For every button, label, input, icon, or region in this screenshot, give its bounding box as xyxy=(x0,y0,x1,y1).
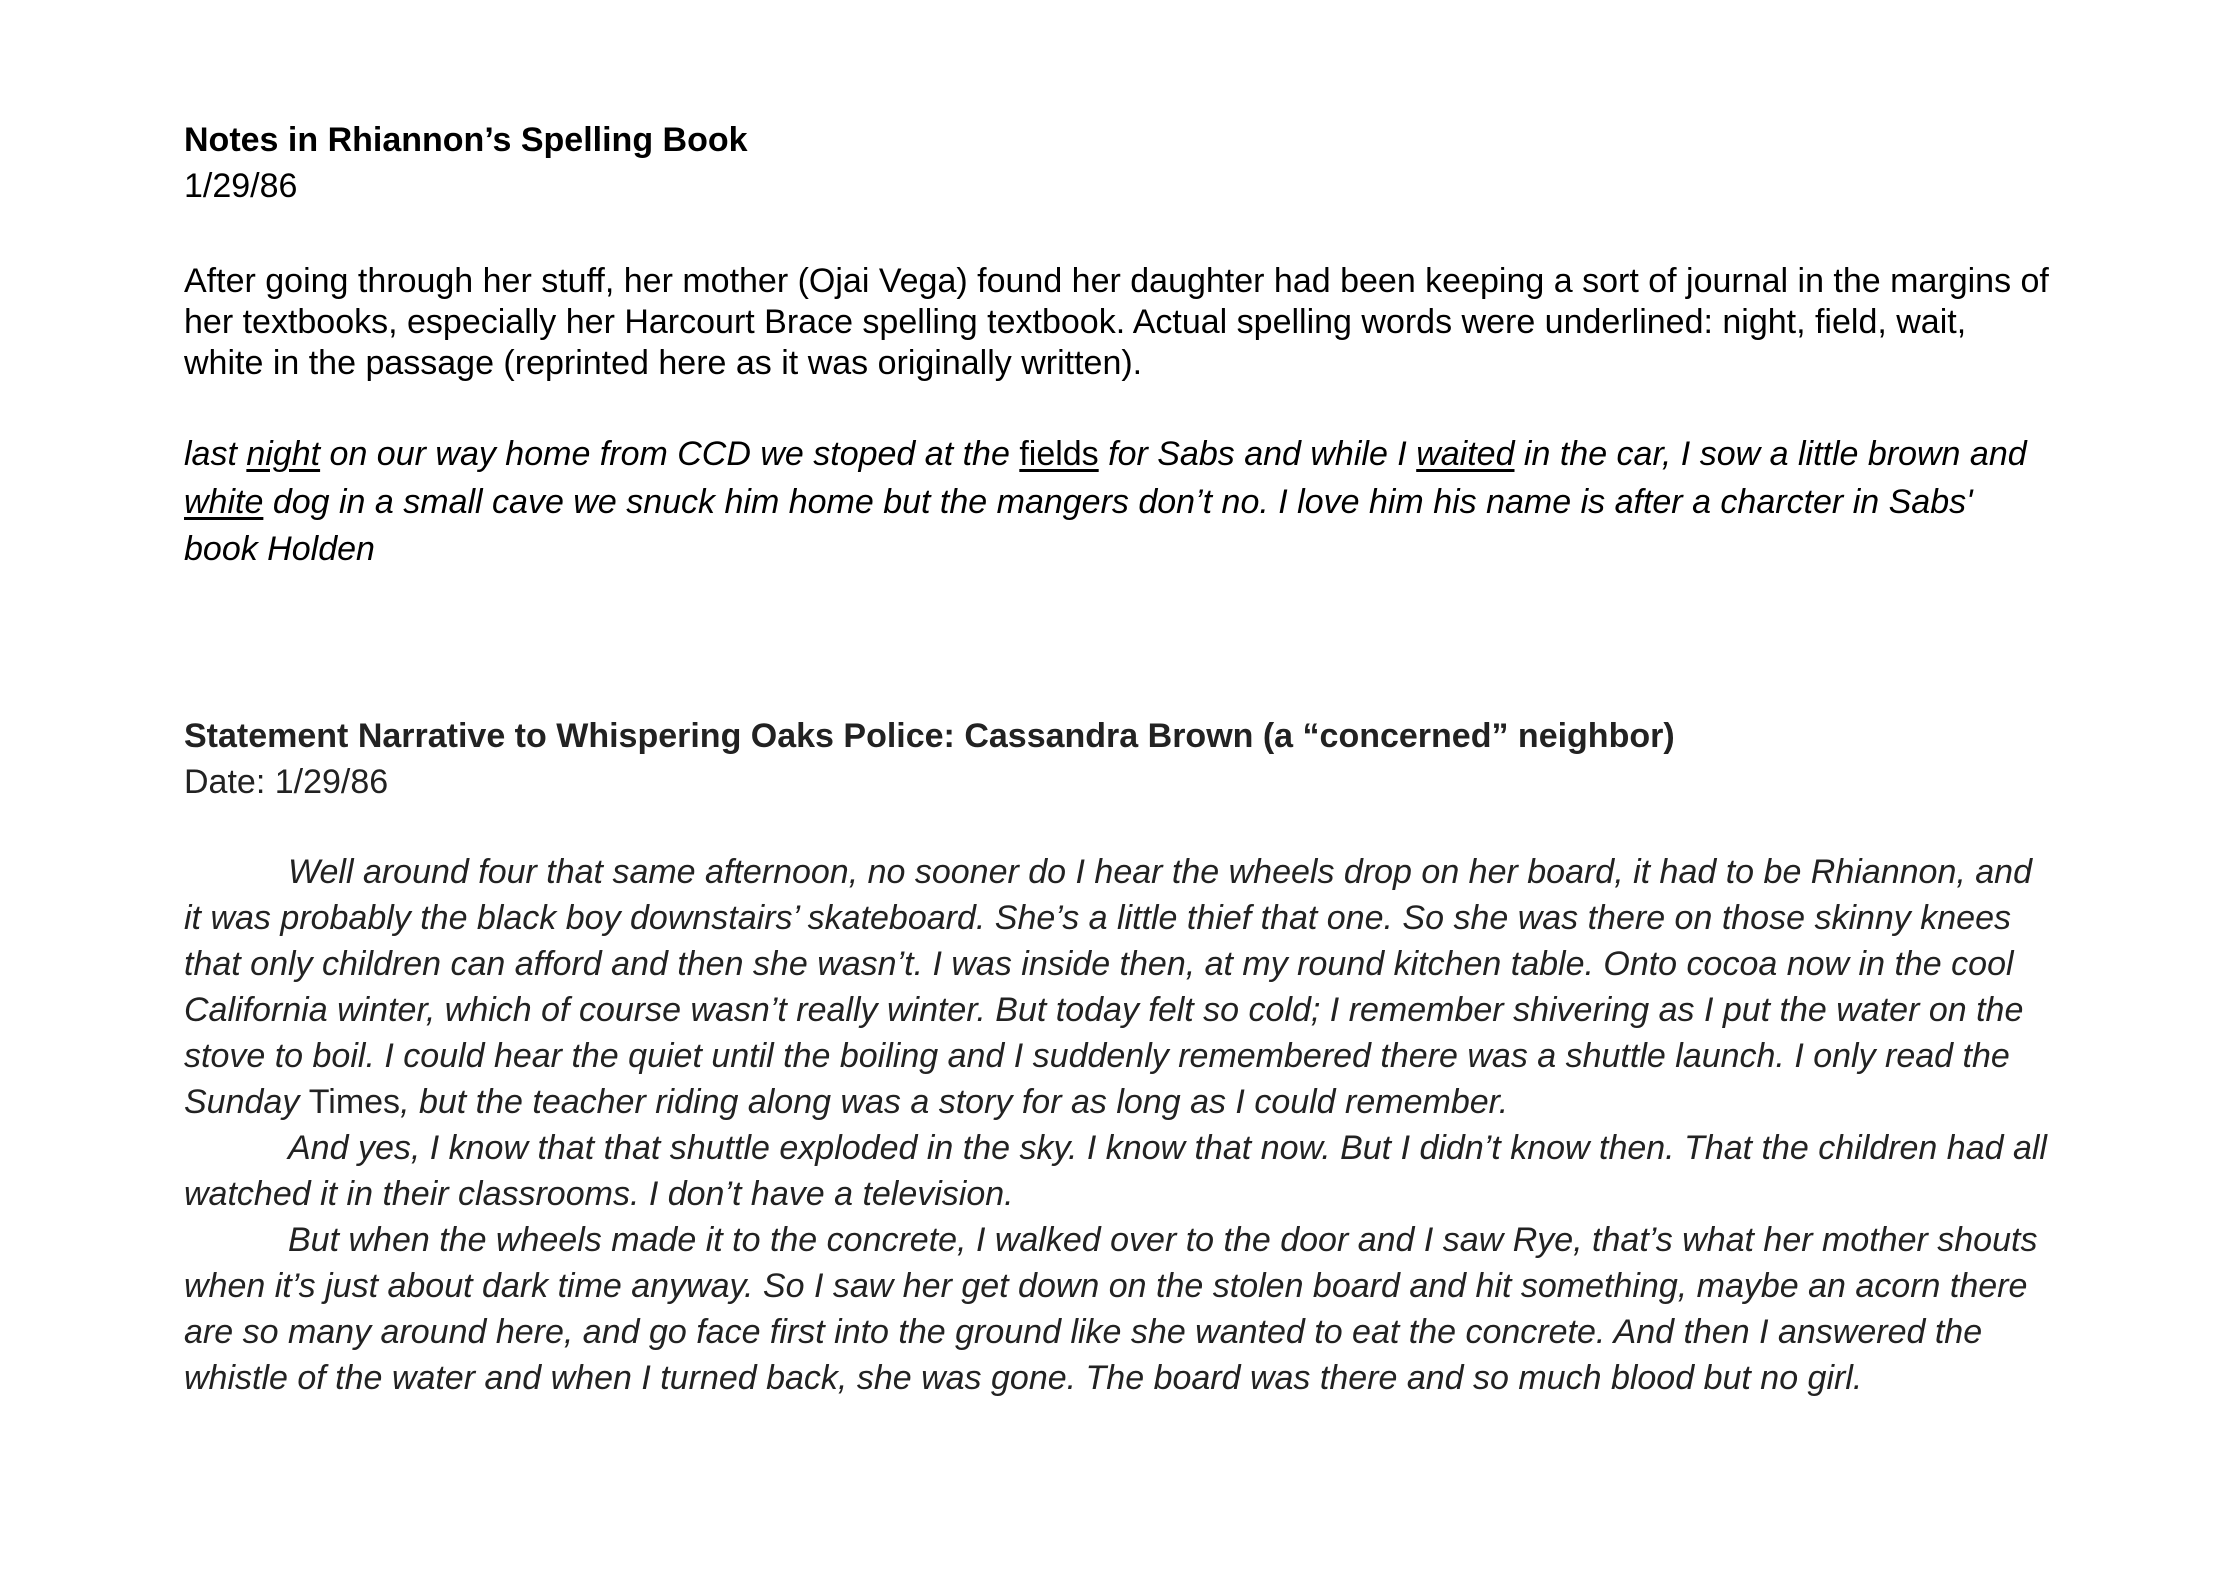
spelling-notes-date: 1/29/86 xyxy=(184,167,298,205)
journal-text: on our way home from CCD we stoped at the xyxy=(320,435,1020,473)
statement-text: , but the teacher riding along was a story for as long as I could remember. xyxy=(400,1083,1509,1121)
journal-text: for Sabs and while I xyxy=(1098,435,1417,473)
journal-text: dog in a small cave we snuck him home but the mangers don’t no. I love him his name is after a charcter in Sabs' book Holden xyxy=(184,482,1973,568)
journal-text: last xyxy=(184,435,247,473)
journal-passage xyxy=(184,431,2054,574)
statement-paragraph-2: And yes, I know that that shuttle exploded in the sky. I know that now. But I didn’t know then. That the children had all watched it in their classrooms. I don’t have a television. xyxy=(184,1129,2047,1213)
statement-narrative xyxy=(184,849,2054,1401)
statement-paragraph-3: But when the wheels made it to the concrete, I walked over to the door and I saw Rye, that’s what her mother shouts when it’s just about dark time anyway. So I saw her get down on the stolen board and hit something, maybe an acorn there are so many around here, and go face first into the ground like she wanted to eat the concrete. And then I answered the whistle of the water and when I turned back, she was gone. The board was there and so much blood but no girl. xyxy=(184,1221,2038,1397)
newspaper-title: Times xyxy=(308,1083,401,1121)
spelling-word-white: white xyxy=(184,482,264,521)
spelling-notes-title: Notes in Rhiannon’s Spelling Book xyxy=(184,121,748,159)
spelling-word-fields: fields xyxy=(1019,435,1099,473)
journal-text: in the car, I sow a little brown and xyxy=(1514,435,2027,473)
spelling-notes-intro: After going through her stuff, her mother (Ojai Vega) found her daughter had been keeping a sort of journal in the margins of her textbooks, especially her Harcourt Brace spelling textbook. Actual spelling words were underlined: night, field, wait, white in the passage (reprinted here as it was originally written). xyxy=(184,262,2049,382)
statement-text: Well around four that same afternoon, no sooner do I hear the wheels drop on her board, it had to be Rhiannon, and it was probably the black boy downstairs’ skateboard. She’s a little thief that one. So she was there on those skinny knees that only children can afford and then she wasn’t. I was inside then, at my round kitchen table. Onto cocoa now in the cool California winter, which of course wasn’t really winter. But today felt so cold; I remember shivering as I put the water on the stove to boil. I could hear the quiet until the boiling and I suddenly remembered there was a shuttle launch. I only read the Sunday xyxy=(184,853,2032,1121)
document-page xyxy=(184,0,2054,1574)
statement-title: Statement Narrative to Whispering Oaks Police: Cassandra Brown (a “concerned” neighbor) xyxy=(184,717,1675,755)
spelling-word-night: night xyxy=(246,435,321,473)
statement-date: Date: 1/29/86 xyxy=(184,763,389,801)
spelling-word-waited: waited xyxy=(1416,435,1515,473)
statement-paragraph-1 xyxy=(184,849,2054,1125)
